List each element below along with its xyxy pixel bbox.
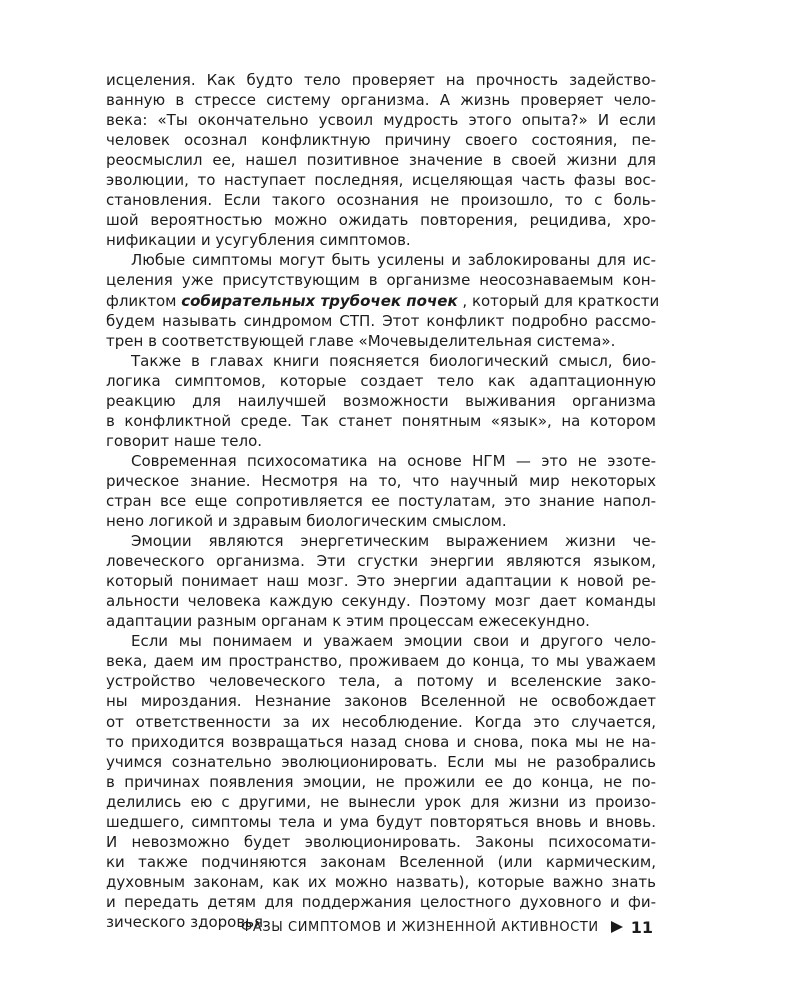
- text-line: рическое знание. Несмотря на то, что научный мир некоторых: [106, 471, 656, 490]
- text-line: логика симптомов, которые создает тело как адаптационную: [106, 371, 656, 390]
- text-line: века: «Ты окончательно усвоил мудрость этого опыта?» И если: [106, 111, 656, 130]
- text-line-with-emphasis: [106, 291, 660, 311]
- paragraph-first-line: Если мы понимаем и уважаем эмоции свои и другого чело-: [131, 632, 656, 651]
- text-line: от ответственности за их несоблюдение. Когда это случается,: [106, 712, 656, 731]
- text-line: ны мироздания. Незнание законов Вселенной не освобождает: [106, 692, 656, 711]
- text-line: говорит наше тело.: [106, 431, 263, 450]
- paragraph-first-line: Также в главах книги поясняется биологический смысл, био-: [131, 351, 656, 370]
- text-line: в конфликтной среде. Так станет понятным «язык», на котором: [106, 411, 656, 430]
- page-number: 11: [630, 917, 653, 937]
- text-line: нификации и усугубления симптомов.: [106, 231, 411, 250]
- text-line: эволюции, то наступает последняя, исцеляющая часть фазы вос-: [106, 171, 656, 190]
- text-line: И невозможно будет эволюционировать. Законы психосомати-: [106, 832, 656, 851]
- text-line: будем называть синдромом СТП. Этот конфликт подробно рассмо-: [106, 311, 656, 330]
- text-fragment: фликтом: [106, 291, 182, 310]
- text-line: реакцию для наилучшей возможности выживания организма: [106, 391, 656, 410]
- text-line: нено логикой и здравым биологическим смыслом.: [106, 512, 507, 531]
- paragraph-first-line: Эмоции являются энергетическим выражением жизни че-: [131, 532, 656, 551]
- running-title: ФАЗЫ СИМПТОМОВ И ЖИЗНЕННОЙ АКТИВНОСТИ: [241, 919, 599, 935]
- text-line: шой вероятностью можно ожидать повторения, рецидива, хро-: [106, 211, 656, 230]
- triangle-right-icon: [611, 921, 623, 933]
- text-line: шедшего, симптомы тела и ума будут повторяться вновь и вновь.: [106, 812, 656, 831]
- paragraph-first-line: Современная психосоматика на основе НГМ — это не эзоте-: [131, 451, 656, 470]
- text-line: человек осознал конфликтную причину своего состояния, пе-: [106, 131, 656, 150]
- text-line: зического здоровья.: [106, 912, 268, 931]
- page-footer: [241, 916, 653, 938]
- text-line: который понимает наш мозг. Это энергии адаптации к новой ре-: [106, 572, 656, 591]
- text-line: адаптации разным органам к этим процессам ежесекундно.: [106, 612, 590, 631]
- paragraph-first-line: Любые симптомы могут быть усилены и заблокированы для ис-: [131, 251, 656, 270]
- text-line: исцеления. Как будто тело проверяет на прочность задейство-: [106, 71, 656, 89]
- text-line: стран все еще сопротивляется ее постулатам, это знание напол-: [106, 491, 656, 510]
- text-line: делились ею с другими, не вынесли урок для жизни из произо-: [106, 792, 656, 811]
- text-line: ванную в стрессе систему организма. А жизнь проверяет чело-: [106, 91, 656, 110]
- text-line: ки также подчиняются законам Вселенной (или кармическим,: [106, 852, 656, 871]
- text-line: учимся сознательно эволюционировать. Если мы не разобрались: [106, 752, 656, 771]
- text-line: века, даем им пространство, проживаем до конца, то мы уважаем: [106, 652, 656, 671]
- text-line: ловеческого организма. Эти сгустки энергии являются языком,: [106, 552, 656, 571]
- text-line: трен в соответствующей главе «Мочевыделительная система».: [106, 331, 616, 350]
- text-fragment: , который для краткости: [462, 291, 660, 310]
- text-line: целения уже присутствующим в организме неосознаваемым кон-: [106, 271, 656, 290]
- text-line: альности человека каждую секунду. Поэтому мозг дает команды: [106, 592, 656, 611]
- text-line: устройство человеческого тела, а потому и вселенские зако-: [106, 672, 656, 691]
- body-text: [106, 70, 660, 932]
- text-line: то приходится возвращаться назад снова и снова, пока мы не на-: [106, 732, 656, 751]
- emphasis-term: собирательных трубочек почек: [181, 291, 458, 310]
- text-line: и передать детям для поддержания целостного духовного и фи-: [106, 892, 656, 911]
- text-line: реосмыслил ее, нашел позитивное значение в своей жизни для: [106, 151, 656, 170]
- text-line: духовным законам, как их можно назвать), которые важно знать: [106, 872, 656, 891]
- text-line: становления. Если такого осознания не произошло, то с боль-: [106, 191, 656, 210]
- text-line: в причинах появления эмоции, не прожили ее до конца, не по-: [106, 772, 656, 791]
